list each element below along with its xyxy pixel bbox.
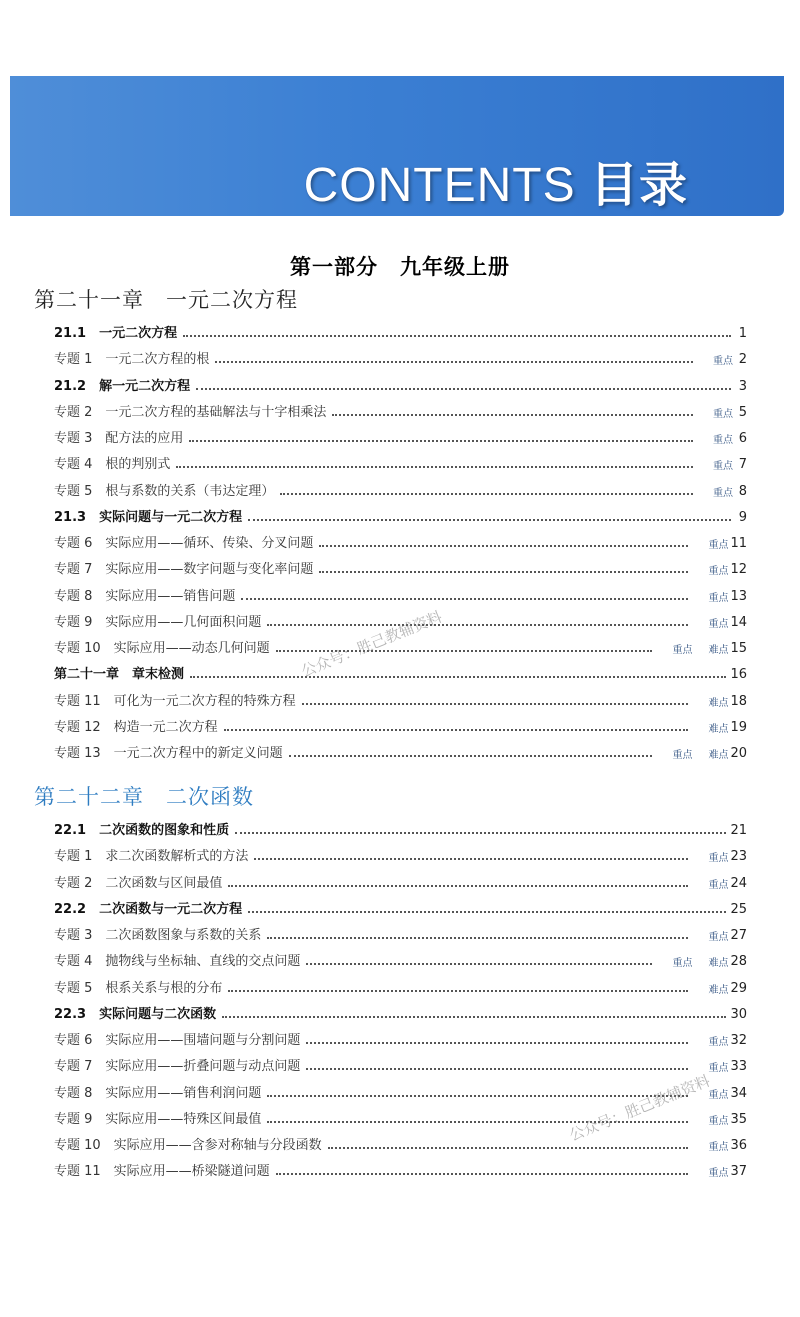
toc-label: 专题 5 根与系数的关系（韦达定理） (54, 483, 275, 499)
difficulty-tag: 重点 (713, 408, 733, 420)
toc-tags (692, 589, 728, 604)
toc-label: 专题 4 抛物线与坐标轴、直线的交点问题 (54, 954, 301, 970)
toc-page-number: 37 (730, 1164, 747, 1180)
toc-label: 专题 5 根系关系与根的分布 (54, 980, 223, 996)
toc-label: 专题 1 一元二次方程的根 (54, 352, 210, 368)
difficulty-tag: 重点 (708, 540, 729, 551)
toc-topic-row[interactable] (54, 1133, 747, 1153)
difficulty-tag: 重点 (713, 461, 733, 473)
difficulty-tag: 重点 (708, 618, 729, 630)
toc-tags (692, 849, 728, 864)
toc-page-number: 25 (730, 901, 747, 917)
difficulty-tag: 重点 (672, 750, 693, 761)
dot-leader (235, 832, 726, 834)
watermark: 公众号：胜己教辅资料 (566, 1071, 713, 1145)
toc-tags (692, 720, 728, 735)
toc-page-number: 28 (730, 954, 747, 970)
toc-topic-row[interactable] (54, 923, 747, 943)
toc-tags (697, 352, 733, 367)
toc-tags (697, 457, 733, 472)
toc-page-number: 33 (730, 1059, 747, 1075)
dot-leader (189, 440, 693, 442)
dot-leader (302, 703, 689, 705)
difficulty-tag: 重点 (713, 435, 733, 446)
toc-topic-row[interactable] (54, 426, 747, 446)
toc-tags (697, 431, 733, 446)
toc-label: 22.1 二次函数的图象和性质 (54, 823, 230, 838)
difficulty-tag: 重点 (708, 1168, 729, 1180)
toc-topic-row[interactable] (54, 479, 747, 499)
toc-tags (692, 876, 728, 891)
dot-leader (319, 545, 688, 547)
toc-label: 专题 11 实际应用——桥梁隧道问题 (54, 1164, 270, 1180)
dot-leader (183, 335, 731, 337)
toc-page-number: 32 (730, 1033, 747, 1048)
toc-section-row[interactable] (54, 897, 747, 917)
toc-tags (692, 1164, 728, 1179)
toc-topic-row[interactable] (54, 949, 747, 969)
toc-page-number: 36 (730, 1138, 747, 1153)
dot-leader (319, 571, 688, 573)
toc-page-number: 23 (730, 849, 747, 865)
toc-tags (692, 562, 728, 577)
toc-topic-row[interactable] (54, 347, 747, 367)
toc-page-number: 5 (738, 404, 747, 420)
toc-section-row[interactable] (54, 321, 747, 341)
toc-topic-row[interactable] (54, 1159, 747, 1179)
part-title: 第一部分 九年级上册 (290, 255, 510, 279)
toc-label: 专题 7 实际应用——折叠问题与动点问题 (54, 1059, 301, 1075)
toc-tags (692, 1112, 728, 1127)
toc-page-number: 9 (738, 509, 747, 525)
toc-label: 专题 12 构造一元二次方程 (54, 719, 218, 735)
toc-page-number: 24 (730, 875, 747, 891)
toc-topic-row[interactable] (54, 557, 747, 577)
toc-tags (692, 928, 728, 943)
toc-section-row[interactable] (54, 374, 747, 394)
difficulty-tag: 重点 (708, 1089, 729, 1101)
banner-title-cn: 目录 (589, 159, 688, 212)
toc-page-number: 20 (730, 746, 747, 761)
difficulty-tag: 重点 (708, 1037, 729, 1048)
toc-tags (697, 405, 733, 420)
toc-page-number: 29 (730, 980, 747, 996)
toc-label: 专题 9 实际应用——特殊区间最值 (54, 1111, 262, 1127)
dot-leader (254, 858, 688, 860)
toc-section-row[interactable] (54, 662, 747, 682)
watermark: 公众号：胜己教辅资料 (298, 607, 445, 681)
toc-label: 专题 11 可化为一元二次方程的特殊方程 (54, 693, 296, 709)
toc-label: 专题 3 配方法的应用 (54, 431, 184, 446)
toc-page-number: 3 (738, 378, 747, 394)
banner-title-en: CONTENTS (303, 159, 576, 212)
dot-leader (267, 624, 688, 626)
toc-section-row[interactable] (54, 818, 747, 838)
dot-leader (267, 1095, 688, 1097)
toc-tags (656, 746, 728, 761)
toc-topic-row[interactable] (54, 741, 747, 761)
toc-label: 专题 2 二次函数与区间最值 (54, 875, 223, 891)
toc-topic-row[interactable] (54, 1028, 747, 1048)
toc-section-row[interactable] (54, 505, 747, 525)
difficulty-tag: 重点 (708, 592, 729, 604)
toc-topic-row[interactable] (54, 871, 747, 891)
toc-label: 专题 10 实际应用——含参对称轴与分段函数 (54, 1138, 322, 1153)
toc-label: 21.3 实际问题与一元二次方程 (54, 509, 243, 525)
toc-label: 专题 13 一元二次方程中的新定义问题 (54, 746, 283, 761)
dot-leader (267, 937, 688, 939)
dot-leader (306, 1068, 688, 1070)
difficulty-tag: 难点 (708, 984, 729, 996)
toc-topic-row[interactable] (54, 976, 747, 996)
difficulty-tag: 难点 (708, 697, 729, 709)
dot-leader (306, 1042, 688, 1044)
toc-topic-row[interactable] (54, 1054, 747, 1074)
difficulty-tag: 难点 (708, 958, 729, 970)
toc-page-number: 13 (730, 588, 747, 604)
toc-label: 专题 8 实际应用——销售利润问题 (54, 1085, 262, 1101)
difficulty-tag: 重点 (713, 356, 733, 368)
toc-topic-row[interactable] (54, 844, 747, 864)
dot-leader (280, 493, 693, 495)
dot-leader (248, 911, 726, 913)
toc-topic-row[interactable] (54, 452, 747, 472)
toc-tags (697, 484, 733, 499)
dot-leader (248, 519, 731, 521)
dot-leader (328, 1147, 689, 1149)
toc-tags (692, 694, 728, 709)
toc-label: 专题 6 实际应用——围墙问题与分割问题 (54, 1033, 301, 1048)
toc-tags (692, 981, 728, 996)
toc-tags (692, 615, 728, 630)
difficulty-tag: 重点 (672, 958, 693, 970)
difficulty-tag: 重点 (708, 1063, 729, 1075)
dot-leader (190, 676, 726, 678)
toc-label: 专题 4 根的判别式 (54, 457, 171, 473)
toc-page-number: 8 (738, 483, 747, 499)
difficulty-tag: 难点 (708, 723, 729, 735)
toc-topic-row[interactable] (54, 400, 747, 420)
toc-label: 21.1 一元二次方程 (54, 326, 178, 341)
toc-page-number: 12 (730, 562, 747, 578)
toc-page-number: 6 (738, 431, 747, 446)
toc-page-number: 21 (730, 823, 747, 838)
chapter-title: 第二十一章 一元二次方程 (34, 288, 298, 312)
difficulty-tag: 重点 (708, 932, 729, 943)
chapter-title: 第二十二章 二次函数 (34, 785, 254, 809)
toc-label: 22.3 实际问题与二次函数 (54, 1006, 217, 1022)
toc-page-number: 16 (730, 667, 747, 683)
dot-leader (176, 466, 693, 468)
toc-page-number: 18 (730, 693, 747, 709)
toc-tags (656, 641, 728, 656)
toc-page-number: 14 (730, 614, 747, 630)
toc-section-row[interactable] (54, 1002, 747, 1022)
difficulty-tag: 重点 (708, 879, 729, 891)
difficulty-tag: 难点 (708, 750, 729, 761)
toc-topic-row[interactable] (54, 584, 747, 604)
dot-leader (196, 388, 731, 390)
difficulty-tag: 重点 (713, 487, 733, 499)
dot-leader (228, 990, 688, 992)
toc-topic-row[interactable] (54, 689, 747, 709)
contents-banner (10, 76, 784, 216)
toc-label: 专题 7 实际应用——数字问题与变化率问题 (54, 562, 314, 578)
toc-page-number: 27 (730, 928, 747, 943)
toc-label: 22.2 二次函数与一元二次方程 (54, 901, 243, 917)
difficulty-tag: 重点 (708, 1115, 729, 1127)
difficulty-tag: 难点 (708, 645, 729, 656)
toc-label: 专题 3 二次函数图象与系数的关系 (54, 928, 262, 943)
toc-topic-row[interactable] (54, 531, 747, 551)
toc-label: 21.2 解一元二次方程 (54, 378, 191, 394)
dot-leader (241, 598, 688, 600)
toc-page-number: 1 (738, 326, 747, 341)
toc-label: 第二十一章 章末检测 (54, 667, 185, 683)
dot-leader (306, 963, 652, 965)
toc-label: 专题 10 实际应用——动态几何问题 (54, 641, 270, 656)
dot-leader (224, 729, 689, 731)
toc-tags (692, 1138, 728, 1153)
toc-label: 专题 1 求二次函数解析式的方法 (54, 849, 249, 865)
toc-page-number: 30 (730, 1006, 747, 1022)
difficulty-tag: 重点 (708, 566, 729, 578)
toc-tags (656, 954, 728, 969)
toc-tags (692, 1033, 728, 1048)
toc-topic-row[interactable] (54, 715, 747, 735)
toc-page-number: 35 (730, 1111, 747, 1127)
toc-page-number: 34 (730, 1085, 747, 1101)
toc-label: 专题 6 实际应用——循环、传染、分叉问题 (54, 536, 314, 551)
toc-page-number: 7 (738, 457, 747, 473)
dot-leader (332, 414, 693, 416)
toc-tags (692, 536, 728, 551)
dot-leader (228, 885, 688, 887)
difficulty-tag: 重点 (672, 645, 693, 656)
toc-page-number: 15 (730, 641, 747, 656)
dot-leader (215, 361, 693, 363)
dot-leader (222, 1016, 726, 1018)
toc-label: 专题 2 一元二次方程的基础解法与十字相乘法 (54, 404, 327, 420)
toc-label: 专题 8 实际应用——销售问题 (54, 588, 236, 604)
banner-title (304, 146, 688, 215)
toc-page-number: 11 (730, 536, 747, 551)
difficulty-tag: 重点 (708, 853, 729, 865)
dot-leader (289, 755, 653, 757)
difficulty-tag: 重点 (708, 1142, 729, 1153)
toc-page-number: 2 (738, 352, 747, 368)
toc-label: 专题 9 实际应用——几何面积问题 (54, 614, 262, 630)
toc-page-number: 19 (730, 719, 747, 735)
dot-leader (276, 1173, 689, 1175)
